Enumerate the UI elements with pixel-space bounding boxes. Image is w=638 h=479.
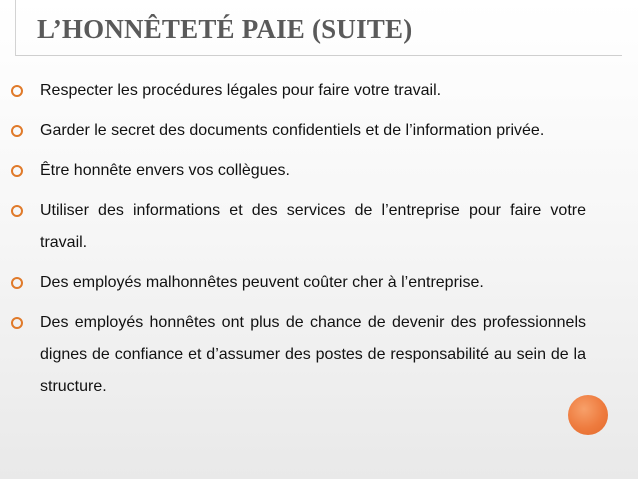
circle-bullet-icon [11, 85, 23, 97]
bullet-item [0, 155, 638, 187]
bullet-item [0, 307, 638, 403]
bullet-text: Être honnête envers vos collègues. [40, 162, 290, 179]
circle-bullet-icon [11, 165, 23, 177]
circle-bullet-icon [11, 205, 23, 217]
bullet-text: Des employés honnêtes ont plus de chance de devenir des professionnels dignes de confiance et d’assumer des postes de responsabilité au sein de la structure. [40, 314, 586, 395]
vertical-divider [15, 0, 16, 56]
bullet-item [0, 267, 638, 299]
title-divider [16, 55, 622, 56]
bullet-item [0, 115, 638, 147]
bullet-text: Utiliser des informations et des services de l’entreprise pour faire votre travail. [40, 202, 586, 251]
bullet-item [0, 75, 638, 107]
circle-bullet-icon [11, 125, 23, 137]
orange-dot-icon [568, 395, 608, 435]
slide-title: L’HONNÊTETÉ PAIE (SUITE) [37, 14, 413, 44]
bullet-text: Des employés malhonnêtes peuvent coûter cher à l’entreprise. [40, 274, 484, 291]
circle-bullet-icon [11, 317, 23, 329]
circle-bullet-icon [11, 277, 23, 289]
bullet-text: Respecter les procédures légales pour faire votre travail. [40, 82, 442, 99]
bullet-item [0, 195, 638, 259]
bullet-list [0, 75, 638, 411]
bullet-text: Garder le secret des documents confidentiels et de l’information privée. [40, 122, 545, 139]
